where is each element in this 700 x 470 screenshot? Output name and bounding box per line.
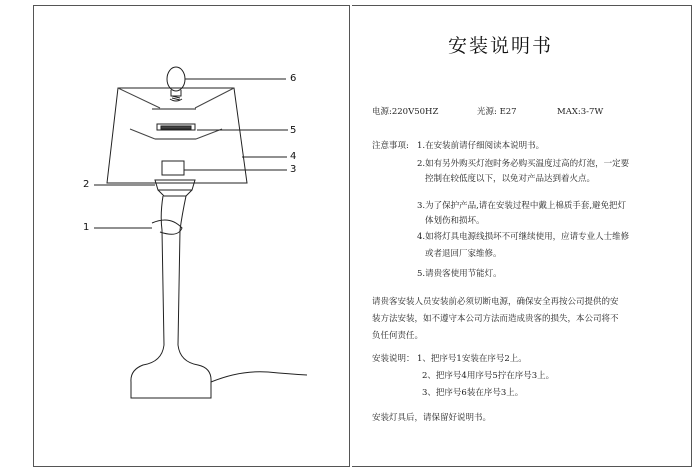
diagram-label-2: 2 xyxy=(83,179,90,190)
note-item: 2.如有另外购买灯泡时务必购买温度过高的灯泡，一定要 xyxy=(417,159,630,169)
diagram-label-5: 5 xyxy=(290,125,297,136)
notes-heading: 注意事项: xyxy=(372,141,409,151)
note-item: 5.请贵客使用节能灯。 xyxy=(417,269,502,279)
diagram-label-3: 3 xyxy=(290,164,297,175)
instructions-panel xyxy=(352,5,692,467)
spec-max: MAX:3-7W xyxy=(557,107,604,117)
note-item: 体划伤和损坏。 xyxy=(425,216,485,226)
spec-power: 电源:220V50HZ xyxy=(372,107,439,117)
note-item: 4.如将灯具电源线损坏不可继续使用，应请专业人士维修 xyxy=(417,232,630,242)
lamp-body xyxy=(131,196,211,398)
bulb-icon xyxy=(167,67,185,91)
footer-note: 安装灯具后，请保留好说明书。 xyxy=(372,413,492,423)
page-title: 安装说明书 xyxy=(448,35,554,57)
note-item: 或者退回厂家维修。 xyxy=(425,249,502,259)
paragraph-line: 装方法安装，如不遵守本公司方法而造成贵客的损失，本公司将不 xyxy=(372,314,619,324)
install-step: 2、把序号4用序号5拧在序号3上。 xyxy=(422,371,555,381)
note-item: 3.为了保护产品,请在安装过程中戴上棉质手套,避免把灯 xyxy=(417,201,627,211)
install-step: 3、把序号6装在序号3上。 xyxy=(422,388,524,398)
diagram-label-6: 6 xyxy=(290,73,297,84)
lampshade xyxy=(107,88,247,183)
note-item: 1.在安装前请仔细阅读本说明书。 xyxy=(417,141,545,151)
paragraph-line: 负任何责任。 xyxy=(372,331,424,341)
install-heading: 安装说明： xyxy=(372,354,415,364)
paragraph-line: 请贵客安装人员安装前必须切断电源，确保安全再按公司提供的安 xyxy=(372,297,619,307)
spec-source: 光源: E27 xyxy=(477,107,517,117)
note-item: 控制在较低度以下，以免对产品达到着火点。 xyxy=(425,174,596,184)
diagram-label-1: 1 xyxy=(83,222,90,233)
diagram-label-4: 4 xyxy=(290,151,297,162)
install-step: 1、把序号1安装在序号2上。 xyxy=(417,354,527,364)
